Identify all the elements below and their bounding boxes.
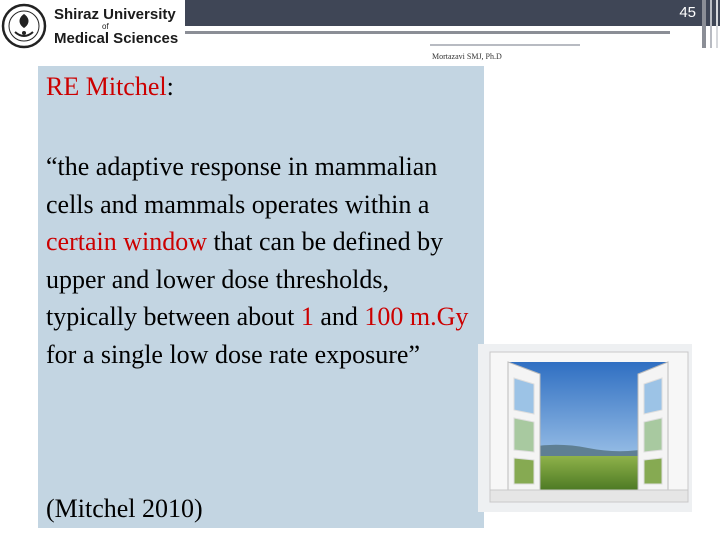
header-bar <box>185 0 720 26</box>
university-seal-icon <box>0 2 48 50</box>
logo-line2: Medical Sciences <box>54 29 179 47</box>
quote-part: for a single low dose rate exposure” <box>46 339 420 369</box>
header-rule-short <box>430 44 580 46</box>
logo-wordmark <box>54 7 178 46</box>
quote-text <box>46 148 478 373</box>
citation: (Mitchel 2010) <box>46 494 203 523</box>
quote-highlight: 1 <box>300 302 314 331</box>
corner-decoration <box>710 0 712 48</box>
university-logo <box>0 0 182 52</box>
open-window-photo <box>478 344 692 512</box>
window-image <box>478 344 692 512</box>
corner-decoration <box>702 0 706 48</box>
corner-decoration <box>716 0 718 48</box>
quote-part: and <box>313 302 365 331</box>
slide-heading <box>46 72 174 102</box>
heading-colon: : <box>166 72 174 101</box>
quote-highlight: 100 m.Gy <box>364 302 469 331</box>
quote-part: “the adaptive response in mammalian cells and mammals operates within a <box>46 152 438 219</box>
header-rule <box>185 31 670 34</box>
quote-highlight: certain window <box>46 227 208 256</box>
quote-part: that can be defined by upper and lower dose thresholds, typically between about <box>46 227 444 331</box>
slide-number: 45 <box>679 4 696 21</box>
author-credit: Mortazavi SMJ, Ph.D <box>432 52 502 61</box>
heading-name: RE Mitchel <box>46 72 167 101</box>
logo-of: of <box>102 21 109 31</box>
logo-line1: Shiraz University <box>54 5 176 23</box>
